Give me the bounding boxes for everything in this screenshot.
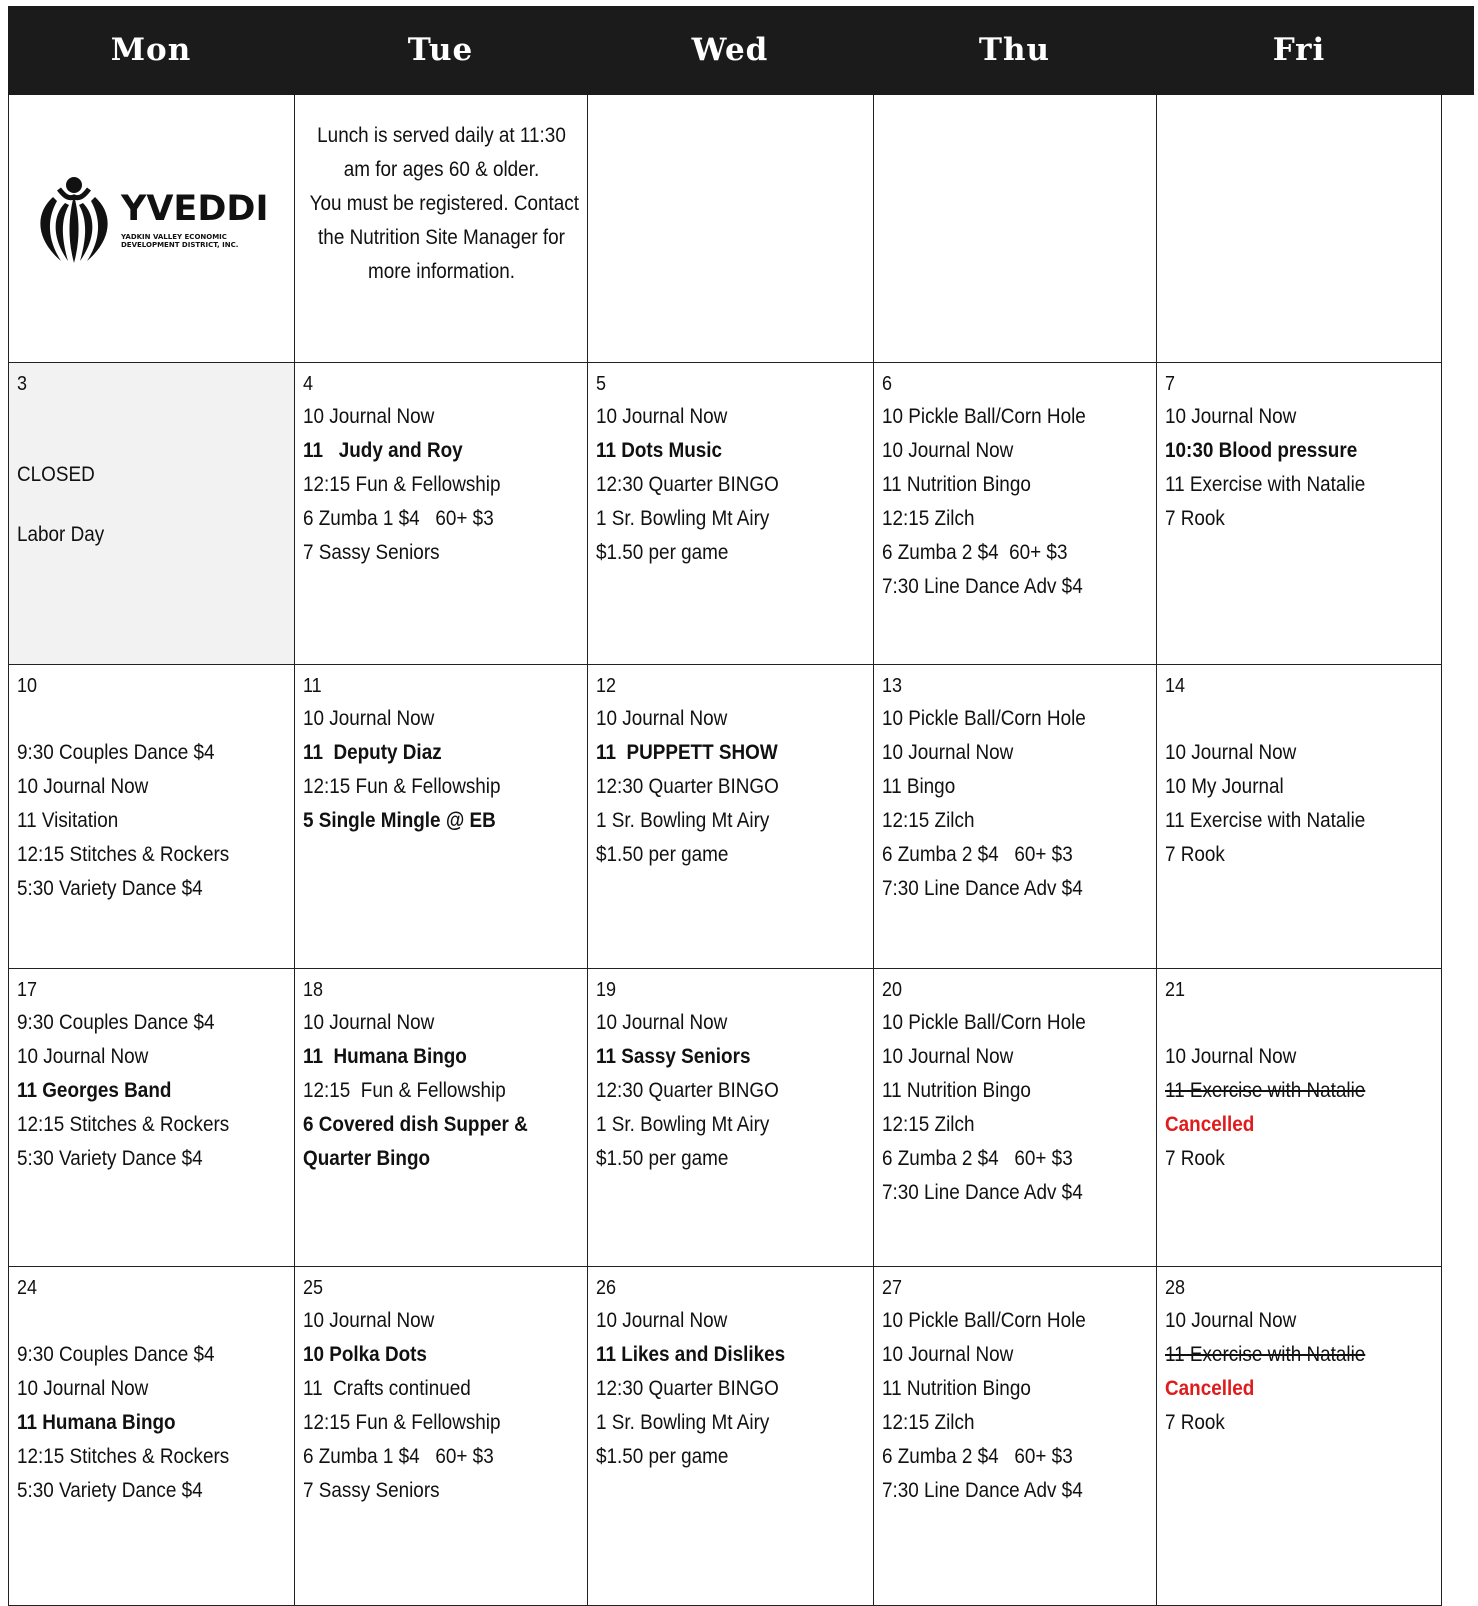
day-number: 25 bbox=[303, 1277, 324, 1299]
day-number: 21 bbox=[1165, 979, 1186, 1001]
event-item: 11 Nutrition Bingo bbox=[882, 1079, 1031, 1102]
day-cell bbox=[873, 363, 1157, 665]
day-cell bbox=[1156, 665, 1442, 969]
logo-wordmark: YVEDDI bbox=[121, 189, 269, 229]
yveddi-logo bbox=[31, 175, 271, 265]
event-item: 10 Polka Dots bbox=[303, 1343, 427, 1366]
event-item: 11 Deputy Diaz bbox=[303, 741, 442, 764]
event-item: 7 Rook bbox=[1165, 507, 1225, 530]
event-item: 10 Journal Now bbox=[882, 741, 1014, 764]
event-item: 11 Nutrition Bingo bbox=[882, 1377, 1031, 1400]
event-item: 11 PUPPETT SHOW bbox=[596, 741, 778, 764]
event-item: 1 Sr. Bowling Mt Airy bbox=[596, 507, 770, 530]
event-item: 7:30 Line Dance Adv $4 bbox=[882, 1479, 1083, 1502]
day-number: 3 bbox=[17, 373, 28, 395]
day-cell bbox=[587, 1267, 874, 1606]
event-item: 7:30 Line Dance Adv $4 bbox=[882, 575, 1083, 598]
logo-subtitle-line: YADKIN VALLEY ECONOMIC bbox=[121, 233, 227, 241]
event-item: Quarter Bingo bbox=[303, 1147, 431, 1170]
calendar-cell-empty bbox=[587, 95, 874, 363]
closed-label: CLOSED bbox=[17, 463, 95, 486]
logo-subtitle bbox=[121, 233, 238, 249]
event-item: 7 Rook bbox=[1165, 1147, 1225, 1170]
calendar-cell-empty bbox=[873, 95, 1157, 363]
day-number: 19 bbox=[596, 979, 617, 1001]
day-number: 26 bbox=[596, 1277, 617, 1299]
day-cell bbox=[294, 363, 588, 665]
event-item: 10 Journal Now bbox=[303, 405, 435, 428]
event-item: 10 Journal Now bbox=[1165, 405, 1297, 428]
event-item: 10 Journal Now bbox=[596, 707, 728, 730]
day-cell bbox=[873, 1267, 1157, 1606]
event-item: 7:30 Line Dance Adv $4 bbox=[882, 1181, 1083, 1204]
day-number: 28 bbox=[1165, 1277, 1186, 1299]
event-item: 6 Zumba 2 $4 60+ $3 bbox=[882, 843, 1073, 866]
day-number: 24 bbox=[17, 1277, 38, 1299]
notice-line: the Nutrition Site Manager for bbox=[318, 226, 565, 249]
day-cell bbox=[294, 969, 588, 1267]
event-item: 12:15 Fun & Fellowship bbox=[303, 473, 501, 496]
event-item: 12:30 Quarter BINGO bbox=[596, 1377, 779, 1400]
event-item: 12:15 Fun & Fellowship bbox=[303, 775, 501, 798]
event-item: 6 Zumba 2 $4 60+ $3 bbox=[882, 541, 1068, 564]
event-item: 11 Visitation bbox=[17, 809, 119, 832]
event-item: 10 Journal Now bbox=[596, 1011, 728, 1034]
event-item: 11 Sassy Seniors bbox=[596, 1045, 751, 1068]
notice-line: You must be registered. Contact bbox=[309, 192, 579, 215]
event-item: 12:30 Quarter BINGO bbox=[596, 775, 779, 798]
event-item: 12:30 Quarter BINGO bbox=[596, 1079, 779, 1102]
event-item: 12:15 Zilch bbox=[882, 1411, 975, 1434]
day-number: 7 bbox=[1165, 373, 1176, 395]
event-item: 5 Single Mingle @ EB bbox=[303, 809, 496, 832]
weekday-mon: Mon bbox=[110, 32, 192, 68]
day-number: 6 bbox=[882, 373, 893, 395]
cancelled-label: Cancelled bbox=[1165, 1377, 1255, 1400]
event-item: 11 Exercise with Natalie bbox=[1165, 1343, 1366, 1366]
event-item: 12:15 Fun & Fellowship bbox=[303, 1411, 501, 1434]
day-cell bbox=[1156, 969, 1442, 1267]
day-number: 4 bbox=[303, 373, 314, 395]
event-item: 10 Pickle Ball/Corn Hole bbox=[882, 1309, 1086, 1332]
event-item: 10 Journal Now bbox=[1165, 741, 1297, 764]
event-item: $1.50 per game bbox=[596, 1147, 729, 1170]
day-number: 27 bbox=[882, 1277, 903, 1299]
notice-line: am for ages 60 & older. bbox=[343, 158, 540, 181]
event-item: 6 Zumba 1 $4 60+ $3 bbox=[303, 507, 494, 530]
event-item: 1 Sr. Bowling Mt Airy bbox=[596, 1113, 770, 1136]
event-item: 11 Exercise with Natalie bbox=[1165, 473, 1366, 496]
day-number: 17 bbox=[17, 979, 38, 1001]
weekday-wed: Wed bbox=[691, 32, 769, 68]
event-item: 12:15 Zilch bbox=[882, 1113, 975, 1136]
notice-line: more information. bbox=[367, 260, 516, 283]
day-cell bbox=[294, 665, 588, 969]
event-item: 1 Sr. Bowling Mt Airy bbox=[596, 809, 770, 832]
day-cell bbox=[873, 969, 1157, 1267]
logo-subtitle-line: DEVELOPMENT DISTRICT, INC. bbox=[121, 241, 239, 249]
event-item: 10 Journal Now bbox=[303, 1011, 435, 1034]
day-number: 20 bbox=[882, 979, 903, 1001]
event-item: 10 Journal Now bbox=[1165, 1045, 1297, 1068]
day-cell bbox=[587, 363, 874, 665]
event-item: 11 Bingo bbox=[882, 775, 956, 798]
logo-cell bbox=[8, 95, 295, 363]
event-item: 11 Crafts continued bbox=[303, 1377, 471, 1400]
cancelled-label: Cancelled bbox=[1165, 1113, 1255, 1136]
lunch-notice-cell bbox=[294, 95, 588, 363]
event-item: 5:30 Variety Dance $4 bbox=[17, 877, 203, 900]
day-number: 14 bbox=[1165, 675, 1186, 697]
event-item: 7 Rook bbox=[1165, 843, 1225, 866]
event-item: 11 Nutrition Bingo bbox=[882, 473, 1031, 496]
event-item: 12:15 Stitches & Rockers bbox=[17, 1445, 230, 1468]
day-cell bbox=[873, 665, 1157, 969]
calendar-cell-empty bbox=[1156, 95, 1442, 363]
event-item: 10 Journal Now bbox=[17, 1045, 149, 1068]
day-cell bbox=[8, 363, 295, 665]
event-item: 10 Pickle Ball/Corn Hole bbox=[882, 707, 1086, 730]
event-item: 11 Georges Band bbox=[17, 1079, 172, 1102]
event-item: 1 Sr. Bowling Mt Airy bbox=[596, 1411, 770, 1434]
holiday-label: Labor Day bbox=[17, 523, 105, 546]
event-item: 12:15 Stitches & Rockers bbox=[17, 1113, 230, 1136]
event-item: 7 Sassy Seniors bbox=[303, 541, 440, 564]
event-item: $1.50 per game bbox=[596, 541, 729, 564]
event-item: $1.50 per game bbox=[596, 1445, 729, 1468]
event-item: 11 Exercise with Natalie bbox=[1165, 1079, 1366, 1102]
day-cell bbox=[8, 665, 295, 969]
day-number: 18 bbox=[303, 979, 324, 1001]
event-item: 6 Zumba 1 $4 60+ $3 bbox=[303, 1445, 494, 1468]
event-item: 12:30 Quarter BINGO bbox=[596, 473, 779, 496]
event-item: 10 Journal Now bbox=[882, 439, 1014, 462]
event-item: 12:15 Stitches & Rockers bbox=[17, 843, 230, 866]
day-number: 13 bbox=[882, 675, 903, 697]
event-item: 9:30 Couples Dance $4 bbox=[17, 741, 215, 764]
event-item: 11 Exercise with Natalie bbox=[1165, 809, 1366, 832]
event-item: 10:30 Blood pressure bbox=[1165, 439, 1358, 462]
event-item: 6 Covered dish Supper & bbox=[303, 1113, 528, 1136]
event-item: 9:30 Couples Dance $4 bbox=[17, 1011, 215, 1034]
day-cell bbox=[587, 665, 874, 969]
event-item: 12:15 Fun & Fellowship bbox=[303, 1079, 506, 1102]
day-cell bbox=[1156, 363, 1442, 665]
lunch-notice bbox=[295, 119, 588, 289]
event-item: 10 Journal Now bbox=[17, 775, 149, 798]
day-number: 10 bbox=[17, 675, 38, 697]
event-item: 11 Humana Bingo bbox=[17, 1411, 176, 1434]
weekday-fri: Fri bbox=[1272, 32, 1326, 68]
event-item: 11 Judy and Roy bbox=[303, 439, 463, 462]
notice-line: Lunch is served daily at 11:30 bbox=[317, 124, 566, 147]
day-number: 5 bbox=[596, 373, 607, 395]
day-cell bbox=[8, 1267, 295, 1606]
event-item: 10 Pickle Ball/Corn Hole bbox=[882, 405, 1086, 428]
event-item: 7:30 Line Dance Adv $4 bbox=[882, 877, 1083, 900]
event-item: 7 Sassy Seniors bbox=[303, 1479, 440, 1502]
event-item: 11 Likes and Dislikes bbox=[596, 1343, 786, 1366]
event-item: $1.50 per game bbox=[596, 843, 729, 866]
event-item: 10 Journal Now bbox=[596, 1309, 728, 1332]
day-cell bbox=[294, 1267, 588, 1606]
event-item: 9:30 Couples Dance $4 bbox=[17, 1343, 215, 1366]
event-item: 10 Journal Now bbox=[1165, 1309, 1297, 1332]
day-cell bbox=[8, 969, 295, 1267]
event-item: 10 Journal Now bbox=[882, 1343, 1014, 1366]
yveddi-emblem-icon bbox=[31, 175, 117, 265]
event-item: 10 My Journal bbox=[1165, 775, 1284, 798]
event-item: 10 Journal Now bbox=[882, 1045, 1014, 1068]
event-item: 7 Rook bbox=[1165, 1411, 1225, 1434]
event-item: 11 Humana Bingo bbox=[303, 1045, 467, 1068]
day-cell bbox=[587, 969, 874, 1267]
event-item: 11 Dots Music bbox=[596, 439, 723, 462]
day-cell bbox=[1156, 1267, 1442, 1606]
event-item: 10 Journal Now bbox=[17, 1377, 149, 1400]
event-item: 6 Zumba 2 $4 60+ $3 bbox=[882, 1147, 1073, 1170]
event-item: 10 Journal Now bbox=[596, 405, 728, 428]
event-item: 5:30 Variety Dance $4 bbox=[17, 1147, 203, 1170]
event-item: 10 Pickle Ball/Corn Hole bbox=[882, 1011, 1086, 1034]
weekday-thu: Thu bbox=[978, 32, 1051, 68]
day-number: 12 bbox=[596, 675, 617, 697]
weekday-tue: Tue bbox=[407, 32, 474, 68]
event-item: 10 Journal Now bbox=[303, 1309, 435, 1332]
event-item: 5:30 Variety Dance $4 bbox=[17, 1479, 203, 1502]
event-item: 12:15 Zilch bbox=[882, 507, 975, 530]
event-item: 10 Journal Now bbox=[303, 707, 435, 730]
event-item: 6 Zumba 2 $4 60+ $3 bbox=[882, 1445, 1073, 1468]
event-item: 12:15 Zilch bbox=[882, 809, 975, 832]
day-number: 11 bbox=[303, 675, 322, 697]
